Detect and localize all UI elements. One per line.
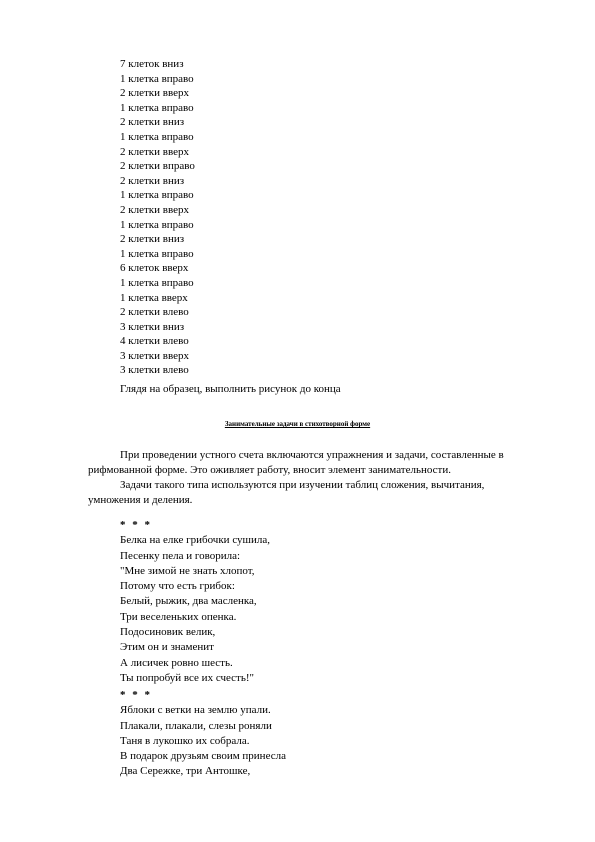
step-line: 3 клетки вниз [120, 320, 185, 333]
step-line: 2 клетки вниз [120, 233, 185, 246]
step-line: 2 клетки вниз [120, 116, 185, 129]
section-heading: Занимательные задачи в стихотворной форме [224, 420, 371, 428]
steps-list [120, 57, 195, 378]
step-line: 1 клетка вправо [120, 130, 194, 143]
step-line: 2 клетки вверх [120, 203, 189, 216]
poem-line: Плакали, плакали, слезы роняли [120, 719, 272, 732]
step-line: 2 клетки вниз [120, 174, 185, 187]
step-line: 2 клетки вверх [120, 145, 189, 158]
poem-line: Три веселеньких опенка. [120, 610, 237, 623]
step-line: 4 клетки влево [120, 335, 189, 348]
poem-1 [120, 518, 270, 686]
poem-line: В подарок друзьям своим принесла [120, 750, 286, 763]
poem-line: А лисичек ровно шесть. [120, 656, 233, 669]
poem-line: Песенку пела и говорила: [120, 549, 241, 562]
poem-2 [120, 688, 286, 780]
step-line: 1 клетка вправо [120, 247, 194, 260]
poem-line: Этим он и знаменит [120, 641, 214, 654]
step-line: 1 клетка вверх [120, 291, 188, 304]
intro-paragraph [88, 448, 550, 508]
step-line: 1 клетка вправо [120, 189, 194, 202]
step-line: 2 клетки вверх [120, 87, 189, 100]
poem-line: Подосиновик велик, [120, 626, 216, 639]
step-line: 3 клетки вверх [120, 349, 189, 362]
poem-line: Яблоки с ветки на землю упали. [120, 704, 271, 717]
paragraph-line: Задачи такого типа используются при изучении таблиц сложения, вычитания, [120, 479, 485, 491]
step-line: 2 клетки вправо [120, 160, 195, 173]
step-line: 7 клеток вниз [120, 58, 184, 70]
poem-separator: * * * [120, 519, 152, 531]
poem-line: "Мне зимой не знать хлопот, [120, 564, 255, 577]
step-line: 1 клетка вправо [120, 218, 194, 231]
step-line: 1 клетка вправо [120, 72, 194, 85]
paragraph-line: При проведении устного счета включаются упражнения и задачи, составленные в [120, 449, 504, 461]
paragraph-line: рифмованной форме. Это оживляет работу, вносит элемент занимательности. [88, 464, 451, 476]
instruction-text: Глядя на образец, выполнить рисунок до конца [120, 383, 341, 395]
poem-line: Белка на елке грибочки сушила, [120, 534, 271, 547]
poem-line: Два Сережке, три Антошке, [120, 765, 251, 778]
step-line: 1 клетка вправо [120, 101, 194, 114]
poem-line: Потому что есть грибок: [120, 580, 235, 593]
step-line: 3 клетки влево [120, 364, 189, 377]
step-line: 1 клетка вправо [120, 276, 194, 289]
step-line: 6 клеток вверх [120, 262, 189, 275]
poem-line: Белый, рыжик, два масленка, [120, 595, 257, 608]
paragraph-line: умножения и деления. [88, 494, 193, 506]
step-line: 2 клетки влево [120, 306, 189, 319]
poem-line: Таня в лукошко их собрала. [120, 734, 250, 747]
poem-separator: * * * [120, 689, 152, 701]
poem-line: Ты попробуй все их счесть!" [120, 671, 255, 684]
